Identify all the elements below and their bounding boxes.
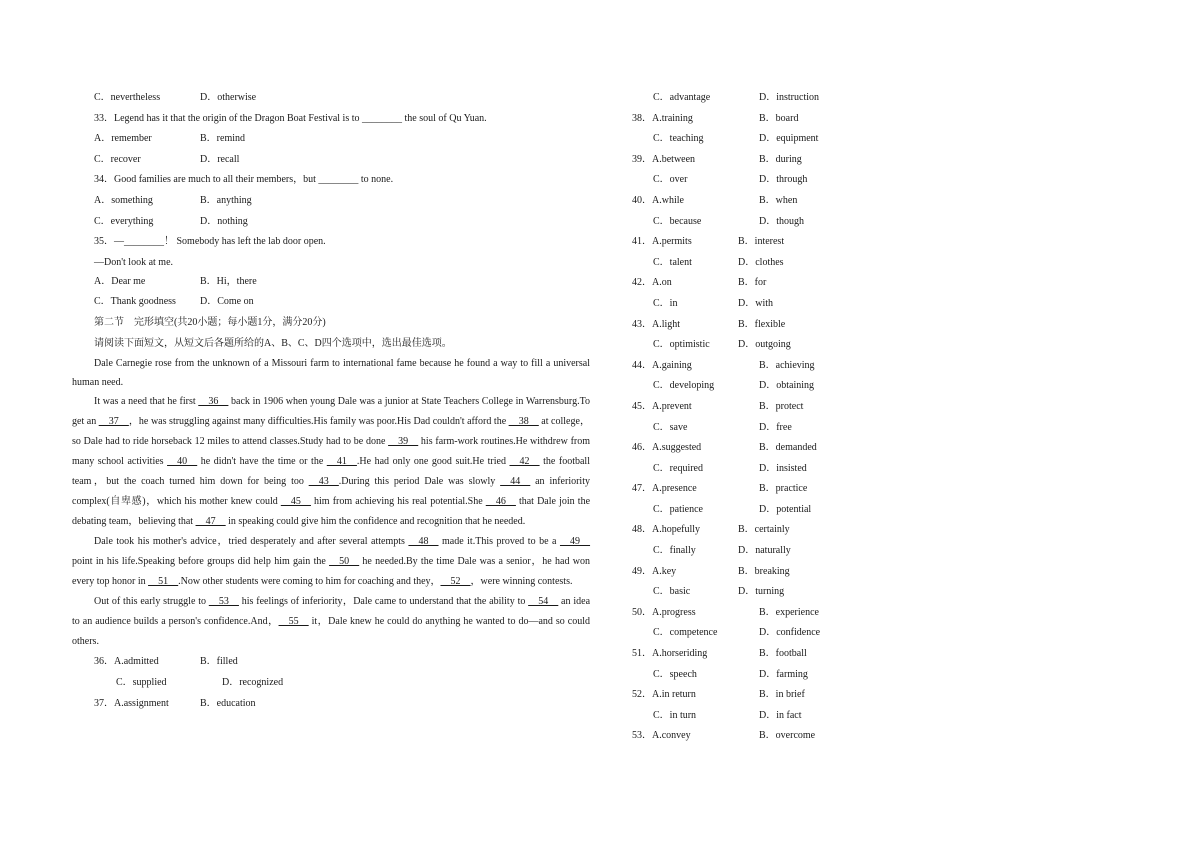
- passage-paragraph-2: [72, 392, 590, 532]
- answer-option-row: [632, 315, 892, 336]
- option-d: D．free: [759, 421, 792, 433]
- option-c: C．nevertheless: [94, 92, 161, 103]
- text: at college，so Dale had to ride horseback 12 miles to attend classes.Study had to be done: [72, 416, 590, 448]
- option-d: D．potential: [759, 503, 812, 515]
- answer-option-row: [632, 623, 892, 644]
- option-d: D．clothes: [738, 256, 784, 268]
- question-option-a: 43．A.light: [632, 318, 681, 330]
- q34-options-ab: [72, 191, 590, 212]
- q37-options-ab: [72, 694, 590, 715]
- text: .During this period Dale was slowly: [338, 476, 501, 488]
- answer-option-row: [632, 150, 892, 171]
- option-c: C．Thank goodness: [94, 296, 176, 308]
- blank-38: __38__: [508, 416, 539, 428]
- blank-37: __37__: [98, 416, 129, 428]
- blank-54: __54__: [528, 596, 559, 608]
- option-b: B．Hi，there: [200, 275, 257, 287]
- option-b: B．breaking: [738, 565, 790, 577]
- left-column: [72, 88, 590, 714]
- text: made it.This proved to be a: [438, 536, 561, 548]
- answer-option-row: [632, 418, 892, 439]
- blank-46: __46__: [485, 496, 516, 508]
- option-a: A．remember: [94, 133, 152, 145]
- option-d: D．recognized: [222, 676, 284, 688]
- answer-option-row: [632, 170, 892, 191]
- answer-option-row: [632, 294, 892, 315]
- text: .He had only one good suit.He tried: [356, 456, 510, 468]
- option-b: B．interest: [738, 236, 785, 248]
- answer-option-row: [632, 500, 892, 521]
- option-b: B．certainly: [738, 524, 790, 536]
- option-d: D．in fact: [759, 709, 802, 721]
- option-a: 37．A.assignment: [94, 697, 169, 709]
- text: it，Dale knew he could do anything he wanted to do—and so could others.: [72, 616, 590, 648]
- text: that Dale join the debating team，believing that: [72, 496, 591, 528]
- answer-option-row: [632, 109, 892, 130]
- q34-options-cd: [72, 212, 590, 233]
- option-b: B．during: [759, 153, 802, 165]
- option-b: B．overcome: [759, 730, 816, 742]
- option-c: C．basic: [653, 586, 691, 598]
- text: .Now other students were coming to him for coaching and they，: [178, 576, 441, 588]
- blank-47: __47__: [195, 516, 226, 528]
- option-b: B．flexible: [738, 318, 786, 330]
- option-b: B．remind: [200, 133, 245, 145]
- question-34: 34．Good families are much to all their members，but ________ to none.: [94, 174, 394, 186]
- question-option-a: 46．A.suggested: [632, 442, 702, 454]
- answer-option-row: [632, 232, 892, 253]
- question-option-a: 41．A.permits: [632, 236, 692, 248]
- q33-options-cd: [72, 150, 590, 171]
- option-c: C．in: [653, 297, 678, 309]
- option-b: B．achieving: [759, 359, 815, 371]
- passage-paragraph-4: [72, 592, 590, 652]
- option-d: D．obtaining: [759, 380, 814, 392]
- option-d: D．insisted: [759, 462, 807, 474]
- option-c: C．optimistic: [653, 339, 710, 351]
- question-option-a: 49．A.key: [632, 565, 677, 577]
- blank-40: __40__: [167, 456, 198, 468]
- answer-option-row: [632, 479, 892, 500]
- answer-option-row: [632, 273, 892, 294]
- option-d: D．equipment: [759, 133, 819, 145]
- blank-43: __43__: [308, 476, 339, 488]
- text: the football team，but the coach turned him down for being too: [72, 456, 590, 488]
- answer-option-row: [632, 726, 892, 747]
- text: him from achieving his real potential.She: [310, 496, 486, 508]
- answer-option-row: [632, 129, 892, 150]
- text: ，he was struggling against many difficulties.His family was poor.His Dad couldn't afford the: [128, 416, 509, 428]
- q36-options-cd: [72, 673, 590, 694]
- option-b: B．practice: [759, 483, 808, 495]
- option-c: C．developing: [653, 380, 715, 392]
- answer-option-row: [632, 541, 892, 562]
- text: ，were winning contests.: [470, 576, 573, 588]
- question-option-a: 40．A.while: [632, 194, 684, 206]
- blank-36: __36__: [198, 396, 229, 408]
- answer-option-row: [632, 459, 892, 480]
- option-d: D．confidence: [759, 627, 821, 639]
- option-d: D．though: [759, 215, 804, 227]
- section-heading: 第二节 完形填空(共20小题；每小题1分，满分20分): [94, 316, 326, 328]
- blank-51: __51__: [148, 576, 179, 588]
- answer-option-row: [632, 356, 892, 377]
- text: It was a need that he first: [94, 396, 199, 408]
- option-d: D．turning: [738, 586, 785, 598]
- option-c: C．over: [653, 174, 688, 186]
- text: his farm-work routines.He withdrew from many school activities: [72, 436, 591, 468]
- text: an idea to an audience builds a person's confidence.And，: [72, 596, 591, 628]
- question-option-a: 44．A.gaining: [632, 359, 692, 371]
- answer-option-row: [632, 376, 892, 397]
- answer-option-row: [632, 335, 892, 356]
- answer-option-row: [632, 191, 892, 212]
- option-d: D．instruction: [759, 92, 819, 103]
- question-option-a: 47．A.presence: [632, 483, 697, 495]
- q35-options-cd: [72, 292, 590, 313]
- q32-options: [72, 88, 590, 109]
- option-d: D．naturally: [738, 545, 791, 557]
- question-option-a: 52．A.in return: [632, 689, 696, 701]
- question-option-a: 39．A.between: [632, 153, 696, 165]
- passage-paragraph-1: Dale Carnegie rose from the unknown of a Missouri farm to international fame because he found a way to fill a universal human need.: [72, 358, 590, 388]
- text: his feelings of inferiority，Dale came to understand that the ability to: [238, 596, 529, 608]
- question-option-a: 38．A.training: [632, 112, 693, 124]
- answer-option-row: [632, 438, 892, 459]
- q35-options-ab: [72, 272, 590, 293]
- blank-45: __45__: [280, 496, 311, 508]
- answer-option-row: [632, 212, 892, 233]
- option-c: C．because: [653, 215, 702, 227]
- option-b: B．in brief: [759, 689, 805, 701]
- answer-option-row: [632, 520, 892, 541]
- option-b: B．for: [738, 277, 767, 289]
- blank-50: __50__: [329, 556, 360, 568]
- option-d: D．Come on: [200, 296, 254, 308]
- text: point in his life.Speaking before groups did help him gain the: [72, 556, 330, 568]
- option-b: B．anything: [200, 194, 252, 206]
- question-option-a: 48．A.hopefully: [632, 524, 701, 536]
- question-33: 33．Legend has it that the origin of the Dragon Boat Festival is to ________ the soul of Qu Yuan.: [94, 112, 487, 124]
- option-c: C．competence: [653, 627, 718, 639]
- blank-41: __41__: [326, 456, 357, 468]
- option-d: D．recall: [200, 153, 240, 165]
- text: he needed.By the time Dale was a senior，he had won every top honor in: [72, 556, 590, 588]
- question-option-a: 50．A.progress: [632, 606, 696, 618]
- option-b: B．experience: [759, 606, 819, 618]
- blank-49: __49__: [560, 536, 591, 548]
- answer-option-row: [632, 706, 892, 727]
- answer-option-row: [632, 582, 892, 603]
- option-d: D．otherwise: [200, 92, 257, 103]
- option-d: D．nothing: [200, 215, 248, 227]
- question-option-a: 42．A.on: [632, 277, 672, 289]
- option-b: B．education: [200, 697, 256, 709]
- option-d: D．with: [738, 297, 773, 309]
- question-option-a: 51．A.horseriding: [632, 648, 708, 660]
- blank-53: __53__: [208, 596, 239, 608]
- blank-39: __39__: [388, 436, 419, 448]
- section-instructions: 请阅读下面短文，从短文后各题所给的A、B、C、D四个选项中，选出最佳选项。: [94, 337, 452, 349]
- option-c: C．speech: [653, 668, 697, 680]
- option-c: C．advantage: [653, 92, 711, 103]
- option-c: C．supplied: [116, 676, 167, 688]
- option-b: B．board: [759, 112, 799, 124]
- question-35: 35．—________！ Somebody has left the lab door open.: [94, 236, 326, 248]
- option-d: D．outgoing: [738, 339, 791, 351]
- answer-option-row: [632, 665, 892, 686]
- option-c: C．everything: [94, 215, 154, 227]
- option-c: C．recover: [94, 153, 141, 165]
- text: in speaking could give him the confidence and recognition that he needed.: [225, 516, 526, 528]
- question-option-a: 53．A.convey: [632, 730, 691, 742]
- answer-option-row: [632, 253, 892, 274]
- answer-option-row: [632, 562, 892, 583]
- answer-option-row: [632, 88, 892, 109]
- option-a: 36．A.admitted: [94, 656, 159, 668]
- blank-52: __52__: [440, 576, 471, 588]
- question-35-reply: —Don't look at me.: [94, 256, 174, 268]
- option-a: A．something: [94, 194, 153, 206]
- q36-options-ab: [72, 652, 590, 673]
- option-a: A．Dear me: [94, 275, 146, 287]
- text: back in 1906 when young Dale was a junior at State Teachers College in Warrensburg.To get an: [72, 396, 590, 428]
- blank-48: __48__: [408, 536, 439, 548]
- option-c: C．in turn: [653, 709, 697, 721]
- option-b: B．football: [759, 648, 807, 660]
- option-c: C．required: [653, 462, 703, 474]
- text: Out of this early struggle to: [94, 596, 209, 608]
- blank-42: __42__: [509, 456, 540, 468]
- option-c: C．patience: [653, 503, 703, 515]
- blank-44: __44__: [500, 476, 531, 488]
- text: he didn't have the time or the: [197, 456, 327, 468]
- option-b: B．when: [759, 194, 798, 206]
- answer-option-row: [632, 685, 892, 706]
- option-d: D．through: [759, 174, 808, 186]
- answer-option-row: [632, 603, 892, 624]
- right-column: [632, 88, 892, 747]
- answer-option-row: [632, 397, 892, 418]
- option-b: B．filled: [200, 656, 238, 668]
- q33-options-ab: [72, 129, 590, 150]
- option-c: C．save: [653, 421, 688, 433]
- answer-option-row: [632, 644, 892, 665]
- option-c: C．talent: [653, 256, 692, 268]
- text: an inferiority complex(自卑感)，which his mother knew could: [72, 476, 590, 508]
- option-b: B．protect: [759, 400, 804, 412]
- option-d: D．farming: [759, 668, 808, 680]
- blank-55: __55__: [278, 616, 309, 628]
- question-option-a: 45．A.prevent: [632, 400, 692, 412]
- text: Dale took his mother's advice，tried desperately and after several attempts: [94, 536, 409, 548]
- option-c: C．finally: [653, 545, 696, 557]
- option-c: C．teaching: [653, 133, 704, 145]
- passage-paragraph-3: [72, 532, 590, 592]
- option-b: B．demanded: [759, 442, 817, 454]
